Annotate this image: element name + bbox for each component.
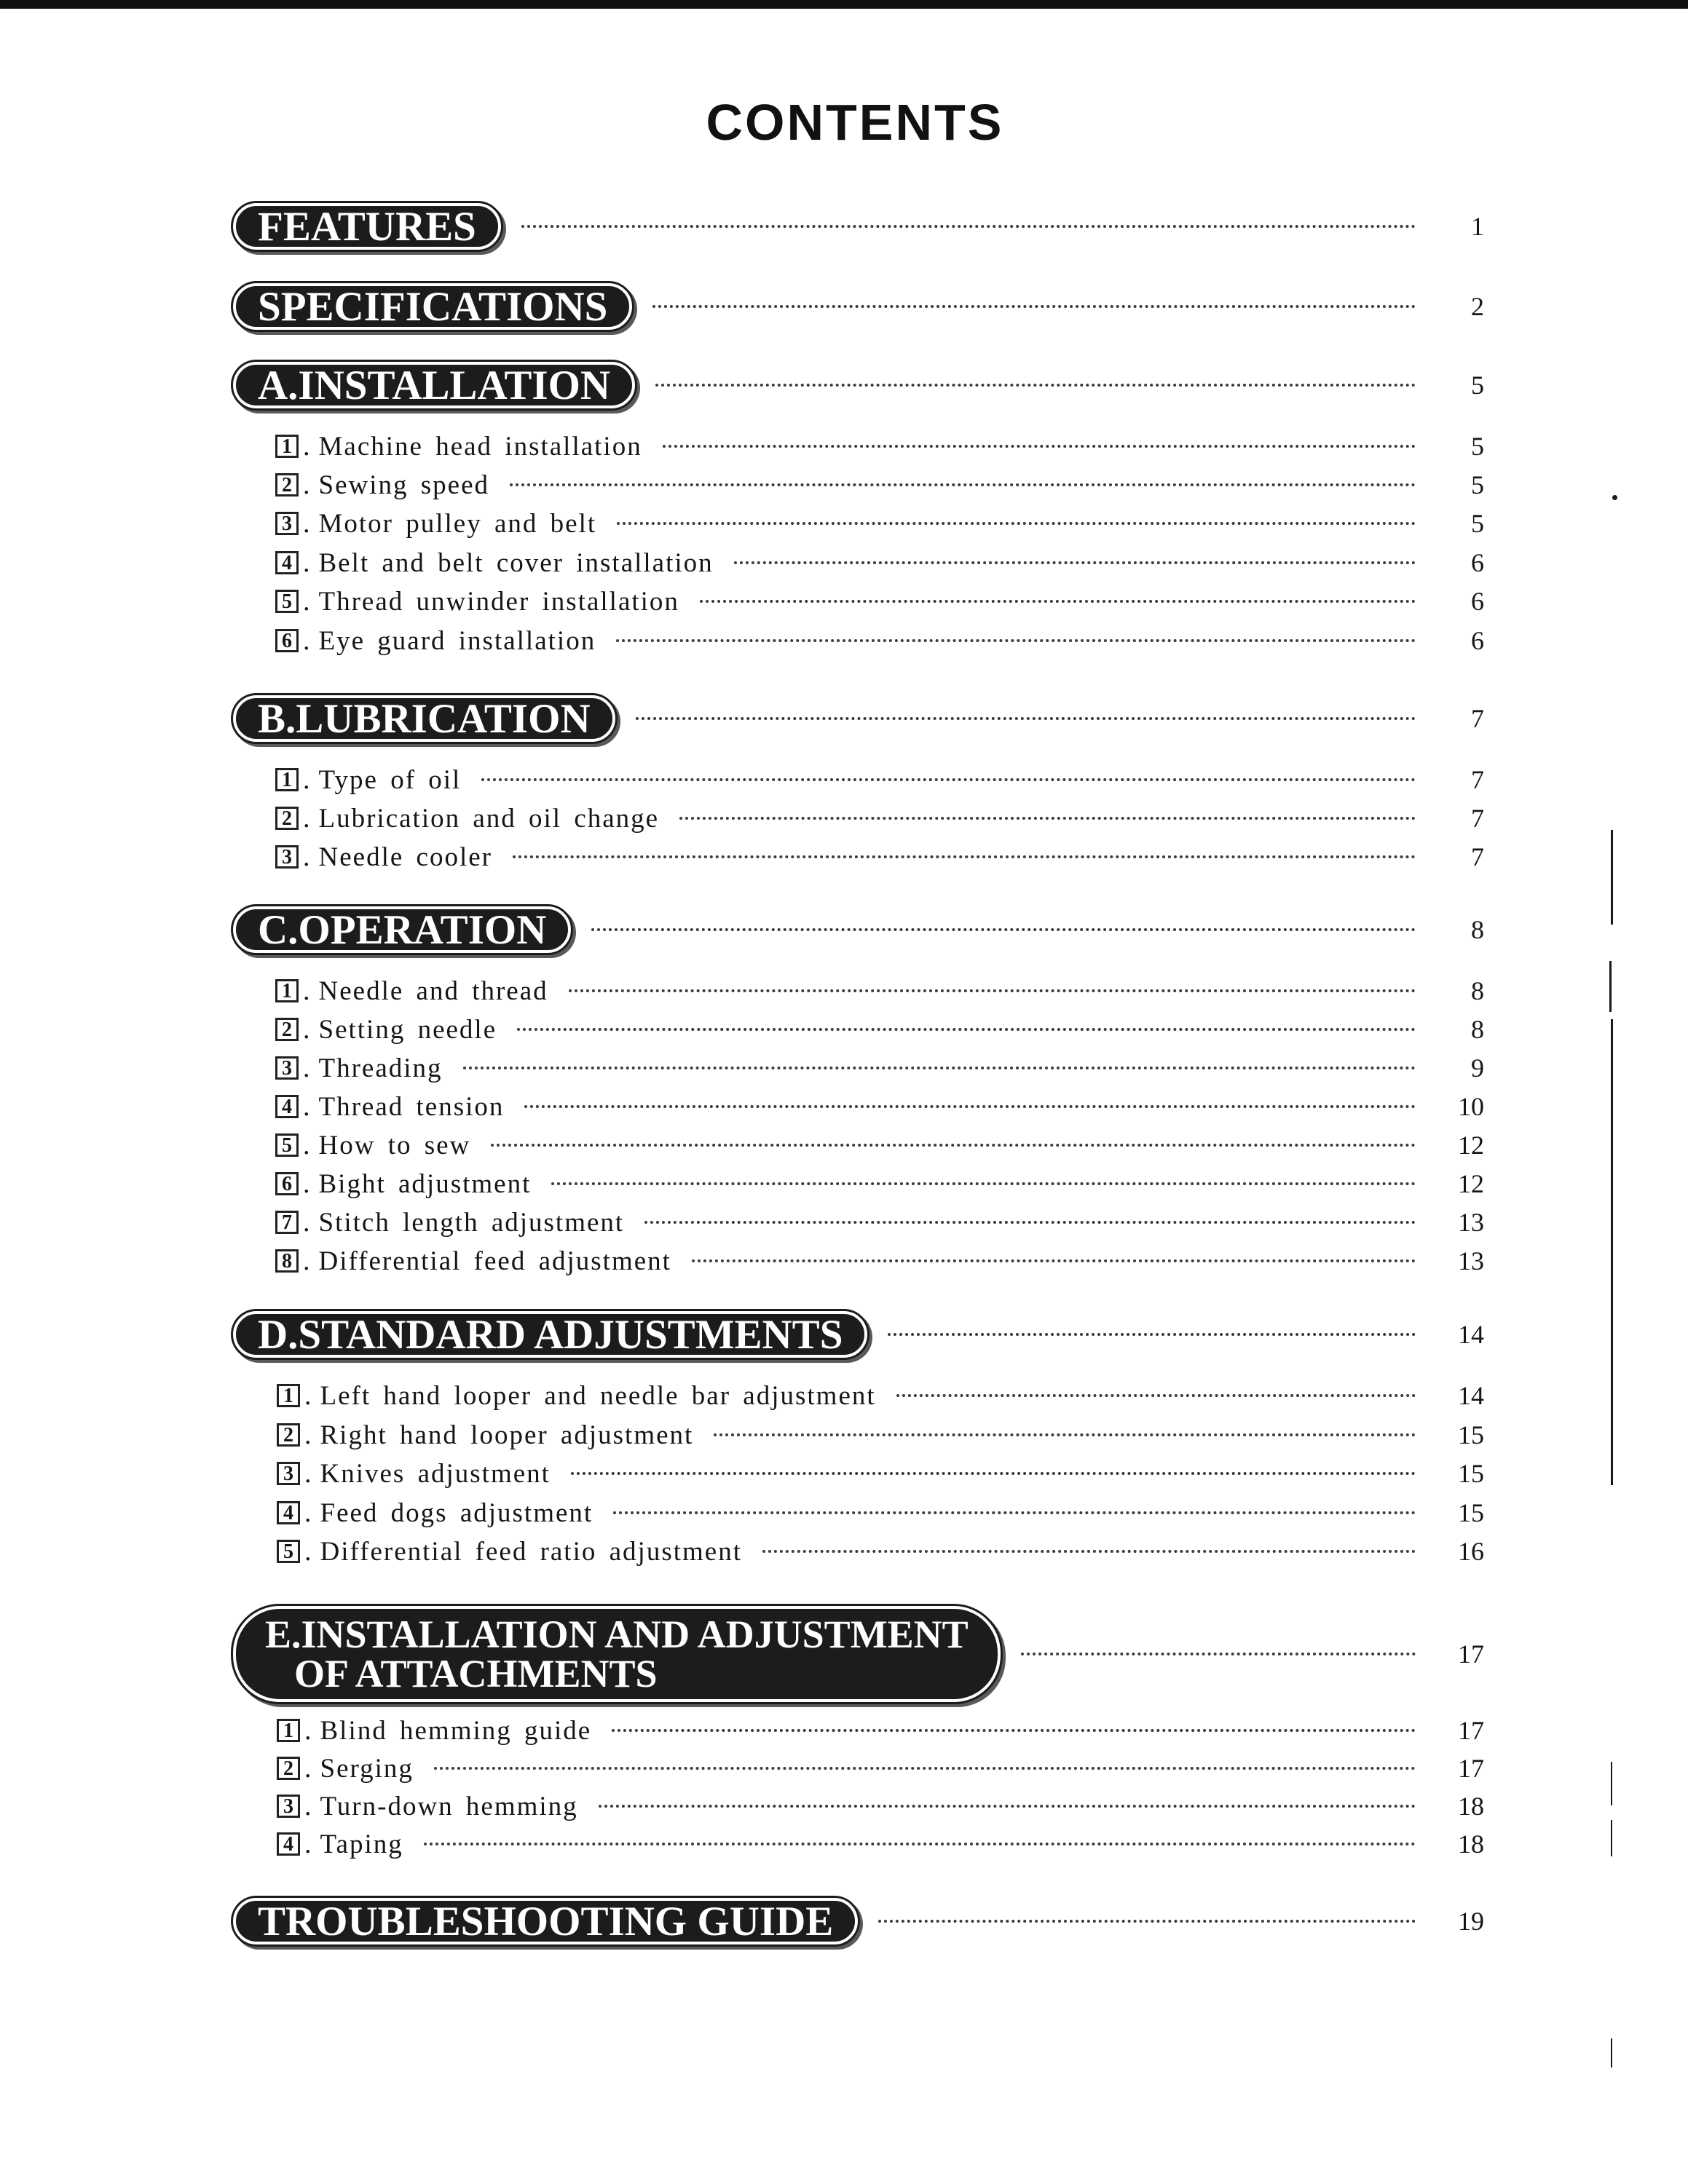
- item-label: Differential feed adjustment: [318, 1246, 671, 1276]
- section-installation[interactable]: [0, 360, 1688, 411]
- toc-item[interactable]: [0, 1090, 1688, 1123]
- section-heading: A.INSTALLATION: [233, 362, 635, 408]
- page-number: 5: [1471, 509, 1484, 538]
- dot-leader: [591, 928, 1416, 931]
- item-separator: .: [304, 1380, 312, 1411]
- item-separator: .: [303, 1168, 310, 1199]
- item-label: Needle cooler: [318, 842, 492, 872]
- item-label: Blind hemming guide: [320, 1715, 592, 1746]
- page-number: 15: [1458, 1459, 1484, 1488]
- toc-item[interactable]: [0, 1714, 1688, 1747]
- page-number: 17: [1458, 1639, 1484, 1669]
- item-separator: .: [303, 470, 310, 500]
- item-number-box: 2: [277, 1423, 300, 1447]
- item-number-box: 8: [275, 1249, 299, 1273]
- page-number: 12: [1458, 1169, 1484, 1198]
- item-label: Motor pulley and belt: [318, 508, 597, 539]
- page-number: 13: [1458, 1208, 1484, 1237]
- dot-leader: [652, 305, 1416, 308]
- dot-leader: [571, 1472, 1416, 1475]
- item-separator: .: [303, 586, 310, 617]
- dot-leader: [521, 225, 1416, 228]
- item-separator: .: [304, 1497, 312, 1528]
- item-separator: .: [303, 803, 310, 834]
- page-number: 16: [1458, 1537, 1484, 1566]
- item-number-box: 3: [275, 512, 299, 535]
- item-label: Belt and belt cover installation: [318, 547, 714, 578]
- page-title: CONTENTS: [706, 94, 1004, 151]
- item-label: Type of oil: [318, 764, 462, 795]
- item-number-box: 7: [275, 1211, 299, 1234]
- item-label: Thread unwinder installation: [318, 586, 679, 617]
- page-number: 8: [1471, 976, 1484, 1005]
- item-number-box: 6: [275, 629, 299, 652]
- dot-leader: [524, 1105, 1416, 1108]
- dot-leader: [481, 778, 1416, 781]
- section-attachments[interactable]: [0, 1603, 1688, 1705]
- page-number: 7: [1471, 765, 1484, 794]
- item-separator: .: [303, 1207, 310, 1238]
- dot-leader: [434, 1767, 1416, 1770]
- item-number-box: 3: [275, 1056, 299, 1080]
- toc-item[interactable]: [0, 585, 1688, 618]
- page-number: 5: [1471, 371, 1484, 400]
- section-heading: D.STANDARD ADJUSTMENTS: [233, 1311, 867, 1358]
- item-number-box: 1: [275, 979, 299, 1002]
- item-label: Stitch length adjustment: [318, 1207, 625, 1238]
- dot-leader: [655, 384, 1416, 387]
- item-number-box: 5: [275, 590, 299, 613]
- toc-item[interactable]: [0, 1244, 1688, 1278]
- dot-leader: [463, 1067, 1416, 1069]
- dot-leader: [551, 1182, 1416, 1185]
- page-number: 12: [1458, 1131, 1484, 1160]
- toc-item[interactable]: [0, 1206, 1688, 1239]
- toc-item[interactable]: [0, 1167, 1688, 1200]
- item-number-box: 6: [275, 1172, 299, 1195]
- section-heading-line-2: OF ATTACHMENTS: [294, 1652, 658, 1696]
- page-number: 5: [1471, 432, 1484, 461]
- dot-leader: [888, 1333, 1416, 1336]
- toc-item[interactable]: [0, 763, 1688, 796]
- item-label: Turn-down hemming: [320, 1791, 578, 1821]
- item-separator: .: [304, 1420, 312, 1450]
- toc-item[interactable]: [0, 624, 1688, 657]
- toc-item[interactable]: [0, 468, 1688, 502]
- section-heading: [233, 1606, 1001, 1702]
- page-number: 2: [1471, 292, 1484, 321]
- section-specifications[interactable]: [0, 281, 1688, 332]
- item-number-box: 4: [277, 1501, 300, 1524]
- page-number: 18: [1458, 1792, 1484, 1821]
- item-separator: .: [303, 842, 310, 872]
- item-number-box: 1: [275, 435, 299, 458]
- item-label: Knives adjustment: [320, 1458, 551, 1489]
- item-number-box: 2: [277, 1757, 300, 1780]
- page-number: 17: [1458, 1754, 1484, 1783]
- toc-item[interactable]: [0, 1418, 1688, 1452]
- item-label: Thread tension: [318, 1091, 505, 1122]
- item-label: Right hand looper adjustment: [320, 1420, 694, 1450]
- item-separator: .: [304, 1829, 312, 1859]
- dot-leader: [663, 445, 1416, 448]
- toc-item[interactable]: [0, 1789, 1688, 1823]
- page-number: 17: [1458, 1716, 1484, 1745]
- page-number: 6: [1471, 587, 1484, 616]
- toc-item[interactable]: [0, 1013, 1688, 1046]
- item-separator: .: [303, 1130, 310, 1160]
- item-label: How to sew: [318, 1130, 471, 1160]
- item-separator: .: [303, 1246, 310, 1276]
- section-features[interactable]: [0, 201, 1688, 252]
- dot-leader: [424, 1843, 1416, 1845]
- dot-leader: [616, 639, 1416, 642]
- page-number: 8: [1471, 915, 1484, 944]
- section-heading: FEATURES: [233, 203, 501, 250]
- toc-item[interactable]: [0, 1457, 1688, 1490]
- item-label: Lubrication and oil change: [318, 803, 660, 834]
- item-number-box: 3: [277, 1795, 300, 1818]
- item-separator: .: [303, 625, 310, 656]
- item-separator: .: [303, 1091, 310, 1122]
- section-lubrication[interactable]: [0, 693, 1688, 744]
- dot-leader: [700, 600, 1416, 603]
- toc-item[interactable]: [0, 1379, 1688, 1412]
- dot-leader: [734, 561, 1416, 564]
- item-number-box: 2: [275, 473, 299, 496]
- item-number-box: 2: [275, 1018, 299, 1041]
- dot-leader: [569, 989, 1416, 992]
- section-heading: B.LUBRICATION: [233, 695, 615, 742]
- item-label: Machine head installation: [318, 431, 642, 462]
- item-number-box: 1: [277, 1719, 300, 1742]
- item-separator: .: [304, 1791, 312, 1821]
- toc-item[interactable]: [0, 507, 1688, 540]
- section-standard-adjustments[interactable]: [0, 1309, 1688, 1360]
- dot-leader: [1021, 1653, 1416, 1655]
- toc-item[interactable]: [0, 974, 1688, 1008]
- item-number-box: 4: [277, 1832, 300, 1856]
- toc-item[interactable]: [0, 1051, 1688, 1085]
- toc-item[interactable]: [0, 802, 1688, 835]
- item-separator: .: [304, 1458, 312, 1489]
- item-label: Needle and thread: [318, 976, 548, 1006]
- item-label: Feed dogs adjustment: [320, 1497, 593, 1528]
- page-number: 10: [1458, 1092, 1484, 1121]
- item-label: Sewing speed: [318, 470, 489, 500]
- page-number: 7: [1471, 804, 1484, 833]
- item-separator: .: [303, 547, 310, 578]
- item-label: Left hand looper and needle bar adjustment: [320, 1380, 876, 1411]
- item-separator: .: [303, 976, 310, 1006]
- section-operation[interactable]: [0, 904, 1688, 955]
- section-troubleshooting[interactable]: [0, 1896, 1688, 1947]
- toc-item[interactable]: [0, 546, 1688, 579]
- page-number: 9: [1471, 1053, 1484, 1083]
- dot-leader: [679, 817, 1416, 820]
- item-separator: .: [304, 1715, 312, 1746]
- dot-leader: [644, 1221, 1416, 1224]
- page-number: 15: [1458, 1420, 1484, 1449]
- page-number: 5: [1471, 470, 1484, 499]
- section-heading: SPECIFICATIONS: [233, 283, 632, 330]
- page-number: 13: [1458, 1246, 1484, 1275]
- dot-leader: [513, 855, 1416, 858]
- toc-item[interactable]: [0, 1535, 1688, 1568]
- dot-leader: [692, 1259, 1416, 1262]
- item-label: Serging: [320, 1753, 414, 1784]
- toc-item[interactable]: [0, 1827, 1688, 1861]
- dot-leader: [878, 1920, 1416, 1923]
- dot-leader: [896, 1394, 1416, 1397]
- item-number-box: 1: [277, 1384, 300, 1407]
- item-separator: .: [303, 764, 310, 795]
- dot-leader: [612, 1729, 1416, 1732]
- item-number-box: 3: [275, 845, 299, 869]
- item-number-box: 4: [275, 1095, 299, 1118]
- section-heading: TROUBLESHOOTING GUIDE: [233, 1898, 858, 1944]
- item-separator: .: [304, 1753, 312, 1784]
- page-number: 18: [1458, 1829, 1484, 1859]
- item-separator: .: [303, 1053, 310, 1083]
- dot-leader: [762, 1550, 1416, 1553]
- item-number-box: 4: [275, 551, 299, 574]
- page-number: 19: [1458, 1907, 1484, 1936]
- toc-item[interactable]: [0, 1496, 1688, 1530]
- dot-leader: [510, 483, 1416, 486]
- toc-item[interactable]: [0, 1128, 1688, 1162]
- item-number-box: 1: [275, 768, 299, 791]
- item-label: Differential feed ratio adjustment: [320, 1536, 742, 1567]
- dot-leader: [599, 1805, 1416, 1808]
- dot-leader: [491, 1144, 1416, 1147]
- item-label: Threading: [318, 1053, 443, 1083]
- toc-item[interactable]: [0, 1752, 1688, 1785]
- item-number-box: 5: [277, 1540, 300, 1563]
- page-number: 6: [1471, 626, 1484, 655]
- item-number-box: 5: [275, 1133, 299, 1157]
- page-number: 7: [1471, 704, 1484, 733]
- page-number: 6: [1471, 548, 1484, 577]
- page-number: 8: [1471, 1015, 1484, 1044]
- item-label: Taping: [320, 1829, 403, 1859]
- dot-leader: [636, 717, 1416, 720]
- section-heading-line-1: E.INSTALLATION AND ADJUSTMENT: [265, 1613, 969, 1656]
- dot-leader: [613, 1511, 1416, 1514]
- item-number-box: 2: [275, 807, 299, 830]
- toc-item[interactable]: [0, 840, 1688, 874]
- page-number: 1: [1471, 212, 1484, 241]
- page-number: 14: [1458, 1320, 1484, 1349]
- item-label: Bight adjustment: [318, 1168, 532, 1199]
- item-number-box: 3: [277, 1462, 300, 1485]
- item-separator: .: [303, 508, 310, 539]
- dot-leader: [714, 1433, 1416, 1436]
- page-number: 14: [1458, 1381, 1484, 1410]
- item-separator: .: [303, 431, 310, 462]
- item-separator: .: [303, 1014, 310, 1045]
- page-number: 7: [1471, 842, 1484, 871]
- dot-leader: [617, 522, 1416, 525]
- toc-item[interactable]: [0, 430, 1688, 463]
- item-label: Setting needle: [318, 1014, 497, 1045]
- section-heading: C.OPERATION: [233, 906, 571, 953]
- item-separator: .: [304, 1536, 312, 1567]
- dot-leader: [517, 1028, 1416, 1031]
- item-label: Eye guard installation: [318, 625, 596, 656]
- page-number: 15: [1458, 1498, 1484, 1527]
